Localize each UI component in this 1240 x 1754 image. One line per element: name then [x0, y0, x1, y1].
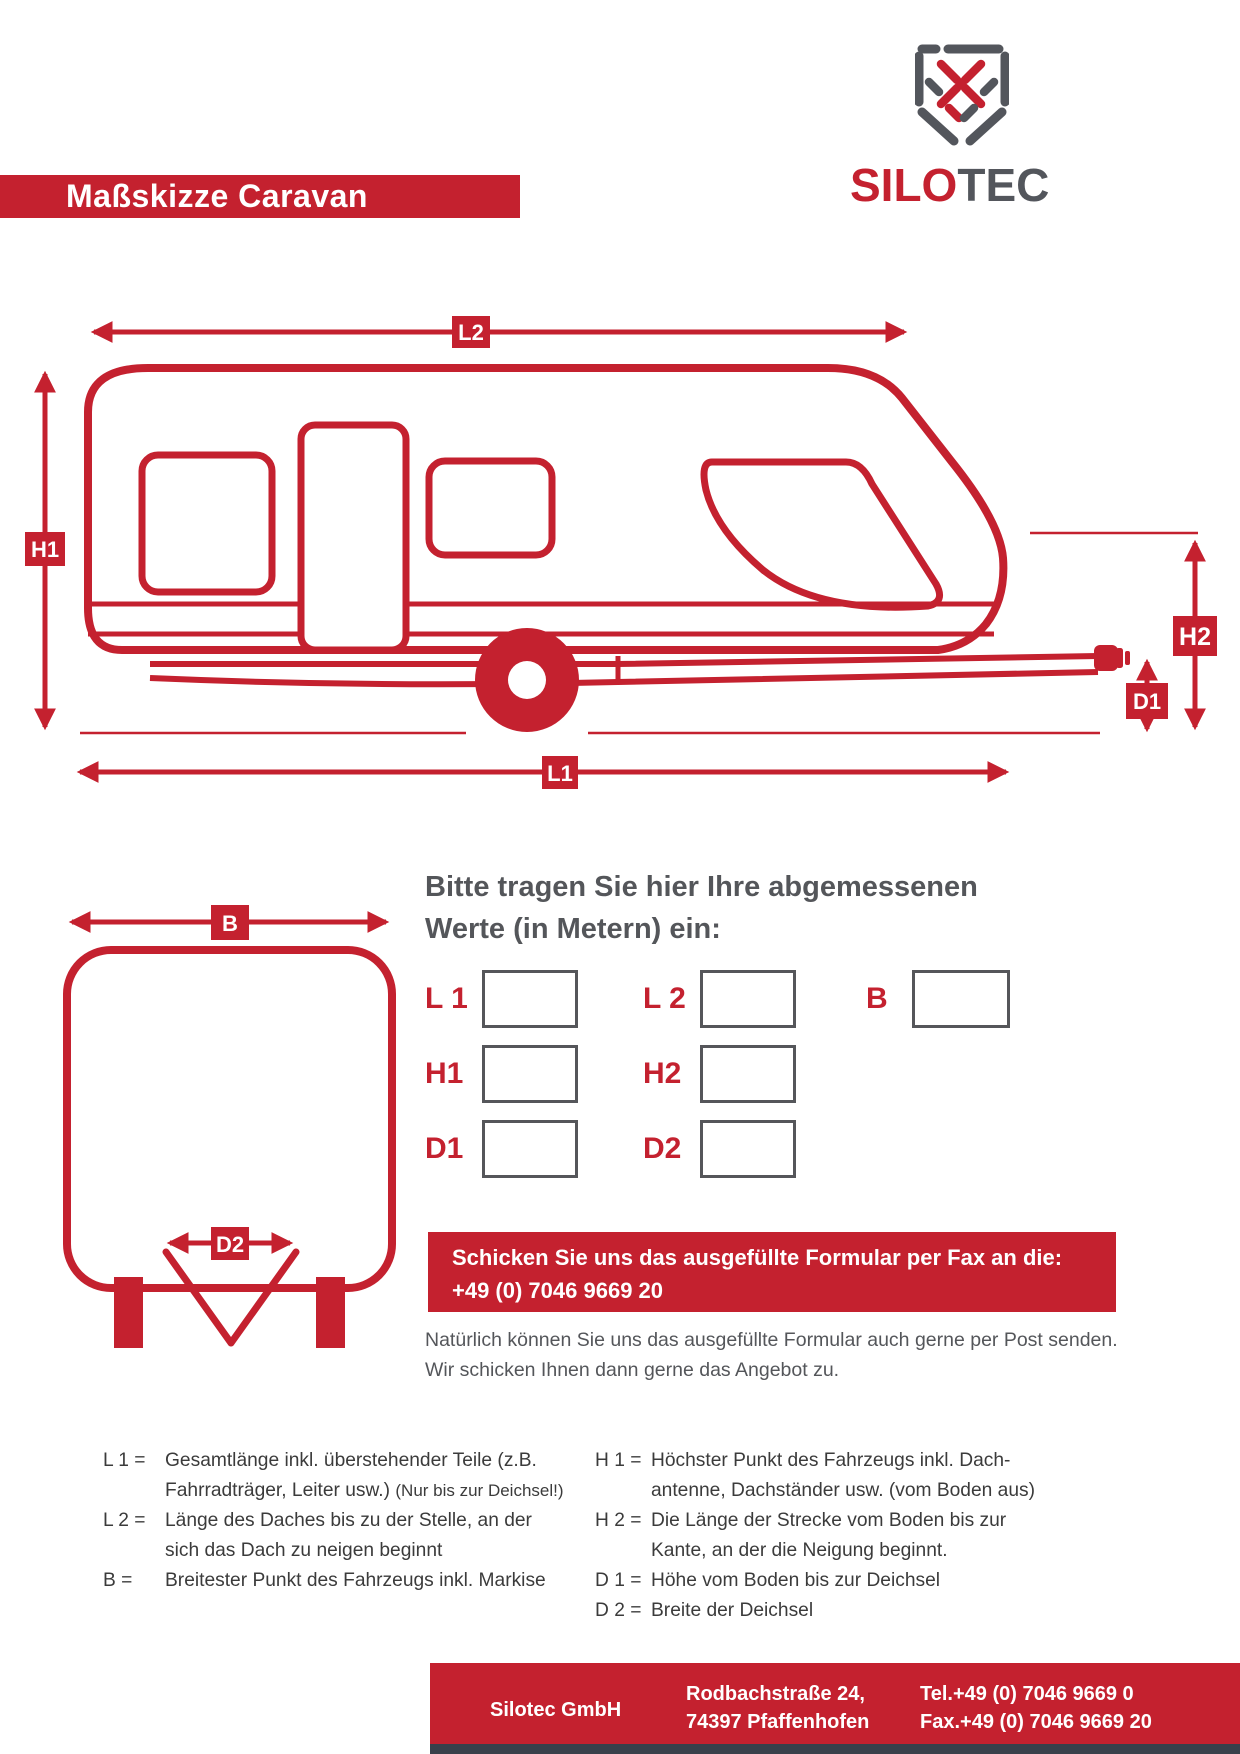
legend-def-line: Länge des Daches bis zu der Stelle, an der	[165, 1510, 532, 1531]
fax-banner	[428, 1232, 1116, 1312]
legend-term: H 1 =	[595, 1450, 642, 1471]
legend-entry-d1	[595, 1566, 1195, 1596]
legend-entry-d2	[595, 1596, 1195, 1626]
legend-def-line: Höhe vom Boden bis zur Deichsel	[651, 1570, 941, 1591]
form-heading-line1: Bitte tragen Sie hier Ihre abgemessenen	[425, 871, 978, 903]
legend-def-line: Höchster Punkt des Fahrzeugs inkl. Dach-	[651, 1450, 1011, 1471]
legend-def-line: Kante, an der die Neigung beginnt.	[651, 1540, 948, 1561]
window-front	[704, 462, 940, 607]
door	[301, 425, 406, 650]
input-d1[interactable]	[482, 1120, 578, 1178]
silotec-logo-shield	[915, 42, 1009, 154]
legend-term: D 2 =	[595, 1600, 642, 1621]
legend-entry-l2	[103, 1506, 583, 1566]
legend-def-line: Die Länge der Strecke vom Boden bis zur	[651, 1510, 1007, 1531]
form-heading-line2: Werte (in Metern) ein:	[425, 913, 721, 945]
legend-term: D 1 =	[595, 1570, 642, 1591]
wordmark-silo: SILO	[850, 159, 958, 211]
rear-wheel-right	[316, 1277, 345, 1348]
hitch-coupling	[1094, 645, 1130, 671]
window-rear	[142, 455, 272, 592]
legend-term: H 2 =	[595, 1510, 642, 1531]
chassis-rail-top	[150, 656, 1098, 664]
legend-term: L 2 =	[103, 1510, 146, 1531]
side-view-dimensions	[25, 316, 1217, 789]
d1-label: D1	[1132, 689, 1162, 714]
legend-entry-h2	[595, 1506, 1195, 1566]
input-h1[interactable]	[482, 1045, 578, 1103]
post-note-line1: Natürlich können Sie uns das ausgefüllte Formular auch gerne per Post senden.	[425, 1329, 1118, 1351]
caravan-side-view-drawing	[0, 280, 1240, 790]
rear-view-dimensions-b	[72, 905, 386, 940]
rear-view-dimensions-d2	[170, 1227, 290, 1260]
h1-label: H1	[30, 537, 60, 562]
caravan-rear-body	[67, 950, 392, 1348]
d2-label: D2	[215, 1232, 245, 1257]
legend-right-column	[595, 1446, 1195, 1626]
field-label-d1: D1	[425, 1132, 464, 1165]
legend-def-line: sich das Dach zu neigen beginnt	[165, 1540, 443, 1561]
wordmark-tec: TEC	[957, 159, 1050, 211]
post-note-line2: Wir schicken Ihnen dann gerne das Angebot zu.	[425, 1358, 840, 1381]
field-label-b: B	[866, 982, 888, 1015]
legend-def-line: Breite der Deichsel	[651, 1600, 814, 1621]
footer-fax: Fax.+49 (0) 7046 9669 20	[920, 1711, 1152, 1733]
legend-definition	[651, 1596, 1195, 1626]
chassis-rail-bottom	[150, 672, 1098, 684]
legend-entry-h1	[595, 1446, 1195, 1506]
legend-def-line: Gesamtlänge inkl. überstehender Teile (z.B.	[165, 1450, 537, 1471]
wheel-hub	[508, 661, 546, 699]
window-middle	[429, 461, 552, 555]
field-label-d2: D2	[643, 1132, 682, 1165]
input-b[interactable]	[912, 970, 1010, 1028]
weave-pattern-icon	[929, 64, 994, 118]
legend-definition	[165, 1446, 583, 1506]
field-label-l1: L 1	[425, 982, 468, 1015]
drawbar-v-shape	[166, 1252, 296, 1343]
legend-definition	[165, 1566, 583, 1596]
rear-wheel-left	[114, 1277, 143, 1348]
form-heading	[425, 866, 1085, 950]
legend-term: L 1 =	[103, 1450, 146, 1471]
page-title: Maßskizze Caravan	[66, 178, 368, 214]
footer-address-line2: 74397 Pfaffenhofen	[686, 1711, 870, 1733]
legend-definition	[651, 1566, 1195, 1596]
fax-number: +49 (0) 7046 9669 20	[452, 1278, 664, 1303]
legend-definition	[165, 1506, 583, 1566]
input-l2[interactable]	[700, 970, 796, 1028]
legend-def-line: antenne, Dachständer usw. (vom Boden aus)	[651, 1480, 1035, 1501]
legend-definition	[651, 1446, 1195, 1506]
field-label-h1: H1	[425, 1057, 464, 1090]
footer-address-line1: Rodbachstraße 24,	[686, 1683, 865, 1705]
field-label-h2: H2	[643, 1057, 682, 1090]
legend-definition	[651, 1506, 1195, 1566]
input-d2[interactable]	[700, 1120, 796, 1178]
post-note	[425, 1326, 1125, 1385]
l2-label: L2	[458, 320, 484, 345]
input-l1[interactable]	[482, 970, 578, 1028]
footer-dark-strip	[430, 1744, 1240, 1754]
legend-entry-l1	[103, 1446, 583, 1506]
legend-term: B =	[103, 1570, 133, 1591]
title-banner	[0, 175, 520, 218]
legend-def-line: Fahrradträger, Leiter usw.)	[165, 1480, 391, 1501]
b-label: B	[222, 911, 238, 936]
caravan-body	[80, 368, 1130, 733]
legend-note: (Nur bis zur Deichsel!)	[395, 1481, 564, 1500]
footer-contact-bar	[430, 1663, 1240, 1746]
footer-company: Silotec GmbH	[490, 1699, 622, 1721]
shield-outline-icon	[919, 49, 1005, 141]
legend-def-line: Breitester Punkt des Fahrzeugs inkl. Markise	[165, 1570, 546, 1591]
input-h2[interactable]	[700, 1045, 796, 1103]
silotec-wordmark	[850, 158, 1150, 212]
h2-label: H2	[1179, 623, 1211, 651]
legend-entry-b	[103, 1566, 583, 1596]
legend-left-column	[103, 1446, 583, 1596]
footer-telephone: Tel.+49 (0) 7046 9669 0	[920, 1683, 1134, 1705]
caravan-rear-view-drawing	[20, 880, 440, 1370]
l1-label: L1	[547, 761, 573, 786]
field-label-l2: L 2	[643, 982, 686, 1015]
fax-banner-line1: Schicken Sie uns das ausgefüllte Formular per Fax an die:	[452, 1245, 1063, 1270]
